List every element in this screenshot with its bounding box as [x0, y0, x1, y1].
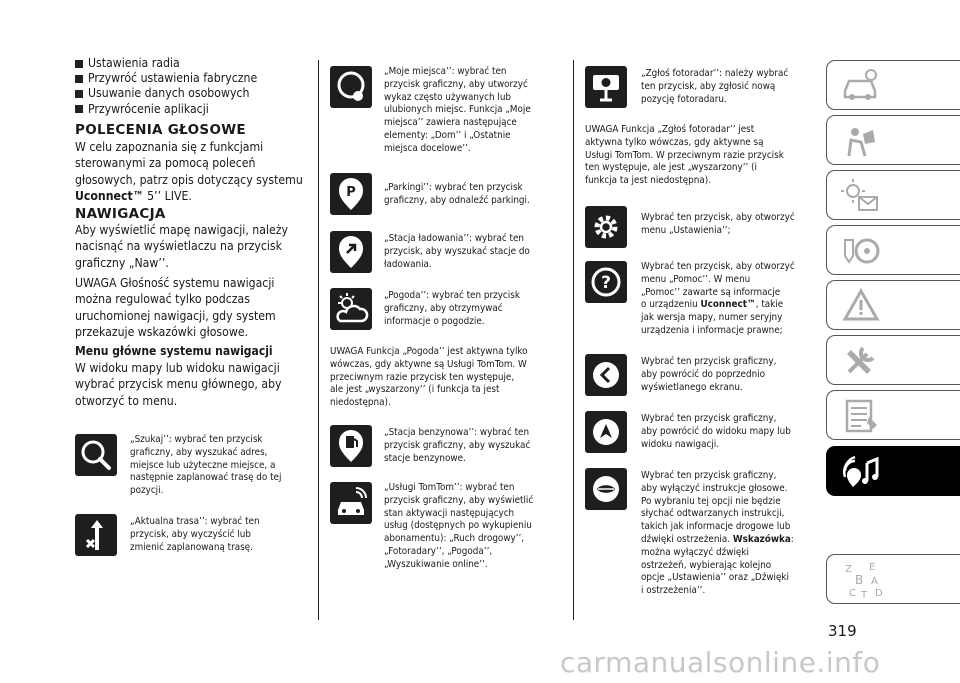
- tab-safety[interactable]: [826, 115, 960, 165]
- emergency-icon: [841, 287, 881, 325]
- weather-icon: [330, 288, 372, 330]
- navigation-paragraph: Aby wyświetlić mapę nawigacji, należy nacisnąć na wyświetlaczu na przycisk graficzny „Naw’’.: [75, 223, 289, 270]
- bullet-square-icon: [75, 60, 83, 68]
- index-letter: D: [875, 588, 883, 599]
- settings-icon: [585, 206, 627, 248]
- multimedia-icon: [841, 453, 881, 491]
- svg-text:?: ?: [601, 273, 611, 293]
- settings-bullet-list: [75, 56, 257, 117]
- fuel-station-description: „Stacja benzynowa’’: wybrać ten przycisk graficzny, aby wyszukać stacje benzynowe.: [384, 427, 531, 464]
- watermark: carmanualsonline.info: [560, 646, 881, 679]
- technical-data-icon: [841, 397, 881, 435]
- tab-technical-data[interactable]: [826, 390, 960, 440]
- service-icon: [841, 342, 881, 380]
- tab-index[interactable]: [826, 554, 960, 604]
- list-item: Przywróć ustawienia fabryczne: [75, 71, 257, 86]
- index-letter: E: [869, 562, 876, 573]
- help-icon: [585, 261, 627, 303]
- index-letter: C: [849, 588, 856, 599]
- charging-station-icon: [330, 231, 372, 273]
- bullet-square-icon: [75, 105, 83, 113]
- my-places-icon: [330, 66, 372, 108]
- parking-description: „Parkingi’’: wybrać ten przycisk graficzny, aby odnaleźć parkingi.: [384, 182, 530, 206]
- map-back-icon: [585, 411, 627, 453]
- car-info-icon: [841, 67, 881, 105]
- bullet-square-icon: [75, 75, 83, 83]
- speed-camera-note: UWAGA Funkcja „Zgłoś fotoradar’’ jest aktywna tylko wówczas, gdy aktywne są Usługi TomTom. W przeciwnym razie przycisk ten występuje, ale jest „wyszarzony’’ (i funkcja ta jest niedostępna).: [585, 124, 784, 187]
- tomtom-services-icon: [330, 482, 372, 524]
- mute-voice-description: Wybrać ten przycisk graficzny, aby wyłączyć instrukcje głosowe. Po wybraniu tej opcji nie będzie słychać odtwarzanych instrukcji, takich jak informacje drogowe lub dźwięki ostrzeżenia. Wskazówka: można wyłączyć dźwięki ostrzeżeń, wybierając kolejno opcje „Ustawienia’’ oraz „Dźwięki i ostrzeżenia’’.: [641, 470, 794, 597]
- list-item: Usuwanie danych osobowych: [75, 86, 257, 101]
- column-divider: [573, 60, 574, 620]
- safety-icon: [841, 122, 881, 160]
- map-back-description: Wybrać ten przycisk graficzny, aby powrócić do widoku mapy lub widoku nawigacji.: [641, 413, 791, 450]
- list-item: Ustawienia radia: [75, 56, 257, 71]
- main-menu-subheading: Menu główne systemu nawigacji: [75, 344, 273, 358]
- index-letter: T: [861, 590, 868, 601]
- column-divider: [318, 60, 319, 620]
- tomtom-services-description: „Usługi TomTom’’: wybrać ten przycisk graficzny, aby wyświetlić stan aktywacji następujących usług (dostępnych po wykupieniu abonamentu): „Ruch drogowy’’, „Fotoradary’’, „Pogoda’’, „Wyszukiwanie online’’.: [384, 482, 534, 570]
- warning-lights-icon: [841, 177, 881, 215]
- index-letter: Z: [845, 564, 852, 575]
- svg-text:P: P: [346, 185, 356, 200]
- back-description: Wybrać ten przycisk graficzny, aby powrócić do poprzednio wyświetlanego ekranu.: [641, 356, 777, 393]
- navigation-heading: NAWIGACJA: [75, 206, 166, 222]
- tab-warning-lights[interactable]: [826, 170, 960, 220]
- driving-icon: [841, 232, 881, 270]
- help-description: Wybrać ten przycisk, aby otworzyć menu „Pomoc’’. W menu „Pomoc’’ zawarte są informacje o urządzeniu Uconnect™, takie jak wersja mapy, numer seryjny urządzenia i informacje prawne;: [641, 261, 795, 336]
- tab-emergency[interactable]: [826, 280, 960, 330]
- back-icon: [585, 354, 627, 396]
- main-menu-paragraph: W widoku mapy lub widoku nawigacji wybrać przycisk menu głównego, aby otworzyć to menu.: [75, 361, 282, 408]
- mute-voice-icon: [585, 468, 627, 510]
- charging-station-description: „Stacja ładowania’’: wybrać ten przycisk, aby wyszukać stacje do ładowania.: [384, 233, 530, 270]
- voice-commands-heading: POLECENIA GŁOSOWE: [75, 122, 246, 138]
- parking-icon: [330, 173, 372, 215]
- my-places-description: „Moje miejsca’’: wybrać ten przycisk graficzny, aby utworzyć wykaz często używanych lub ulubionych miejsc. Funkcja „Moje miejsca’’ zawiera następujące elementy: „Dom’’ i „Ostatnie miejsca docelowe’’.: [384, 66, 531, 154]
- speed-camera-icon: [585, 66, 627, 108]
- index-icon: [841, 559, 881, 601]
- settings-description: Wybrać ten przycisk, aby otworzyć menu „Ustawienia’’;: [641, 212, 795, 236]
- index-letter: A: [871, 576, 878, 587]
- tab-service[interactable]: [826, 335, 960, 385]
- weather-description: „Pogoda’’: wybrać ten przycisk graficzny, aby otrzymywać informacje o pogodzie.: [384, 290, 520, 327]
- voice-commands-paragraph: W celu zapoznania się z funkcjami sterowanymi za pomocą poleceń głosowych, patrz opis dotyczący systemu Uconnect™ 5’’ LIVE.: [75, 140, 303, 203]
- route-icon: [75, 514, 117, 556]
- tab-driving[interactable]: [826, 225, 960, 275]
- bullet-square-icon: [75, 90, 83, 98]
- list-item: Przywrócenie aplikacji: [75, 102, 257, 117]
- index-letter: B: [855, 573, 864, 587]
- weather-note: UWAGA Funkcja „Pogoda’’ jest aktywna tylko wówczas, gdy aktywne są Usługi TomTom. W przeciwnym razie przycisk ten występuje, ale jest „wyszarzony’’ (i funkcja ta jest niedostępna).: [330, 346, 528, 409]
- search-icon: [75, 434, 117, 476]
- current-route-description: „Aktualna trasa’’: wybrać ten przycisk, aby wyczyścić lub zmienić zaplanowaną trasę.: [130, 516, 260, 553]
- navigation-note: UWAGA Głośność systemu nawigacji można regulować tylko podczas uruchomionej nawigacji, gdy system przekazuje wskazówki głosowe.: [75, 276, 276, 339]
- speed-camera-description: „Zgłoś fotoradar’’: należy wybrać ten przycisk, aby zgłosić nową pozycję fotoradaru.: [641, 68, 789, 105]
- search-description: „Szukaj’’: wybrać ten przycisk graficzny, aby wyszukać adres, miejsce lub użyteczne miejsce, a następnie zaplanować trasę do tej pozycji.: [130, 434, 282, 497]
- page-number: 319: [828, 622, 857, 640]
- tab-car-info[interactable]: [826, 60, 960, 110]
- fuel-station-icon: [330, 425, 372, 467]
- tab-multimedia[interactable]: [826, 446, 960, 496]
